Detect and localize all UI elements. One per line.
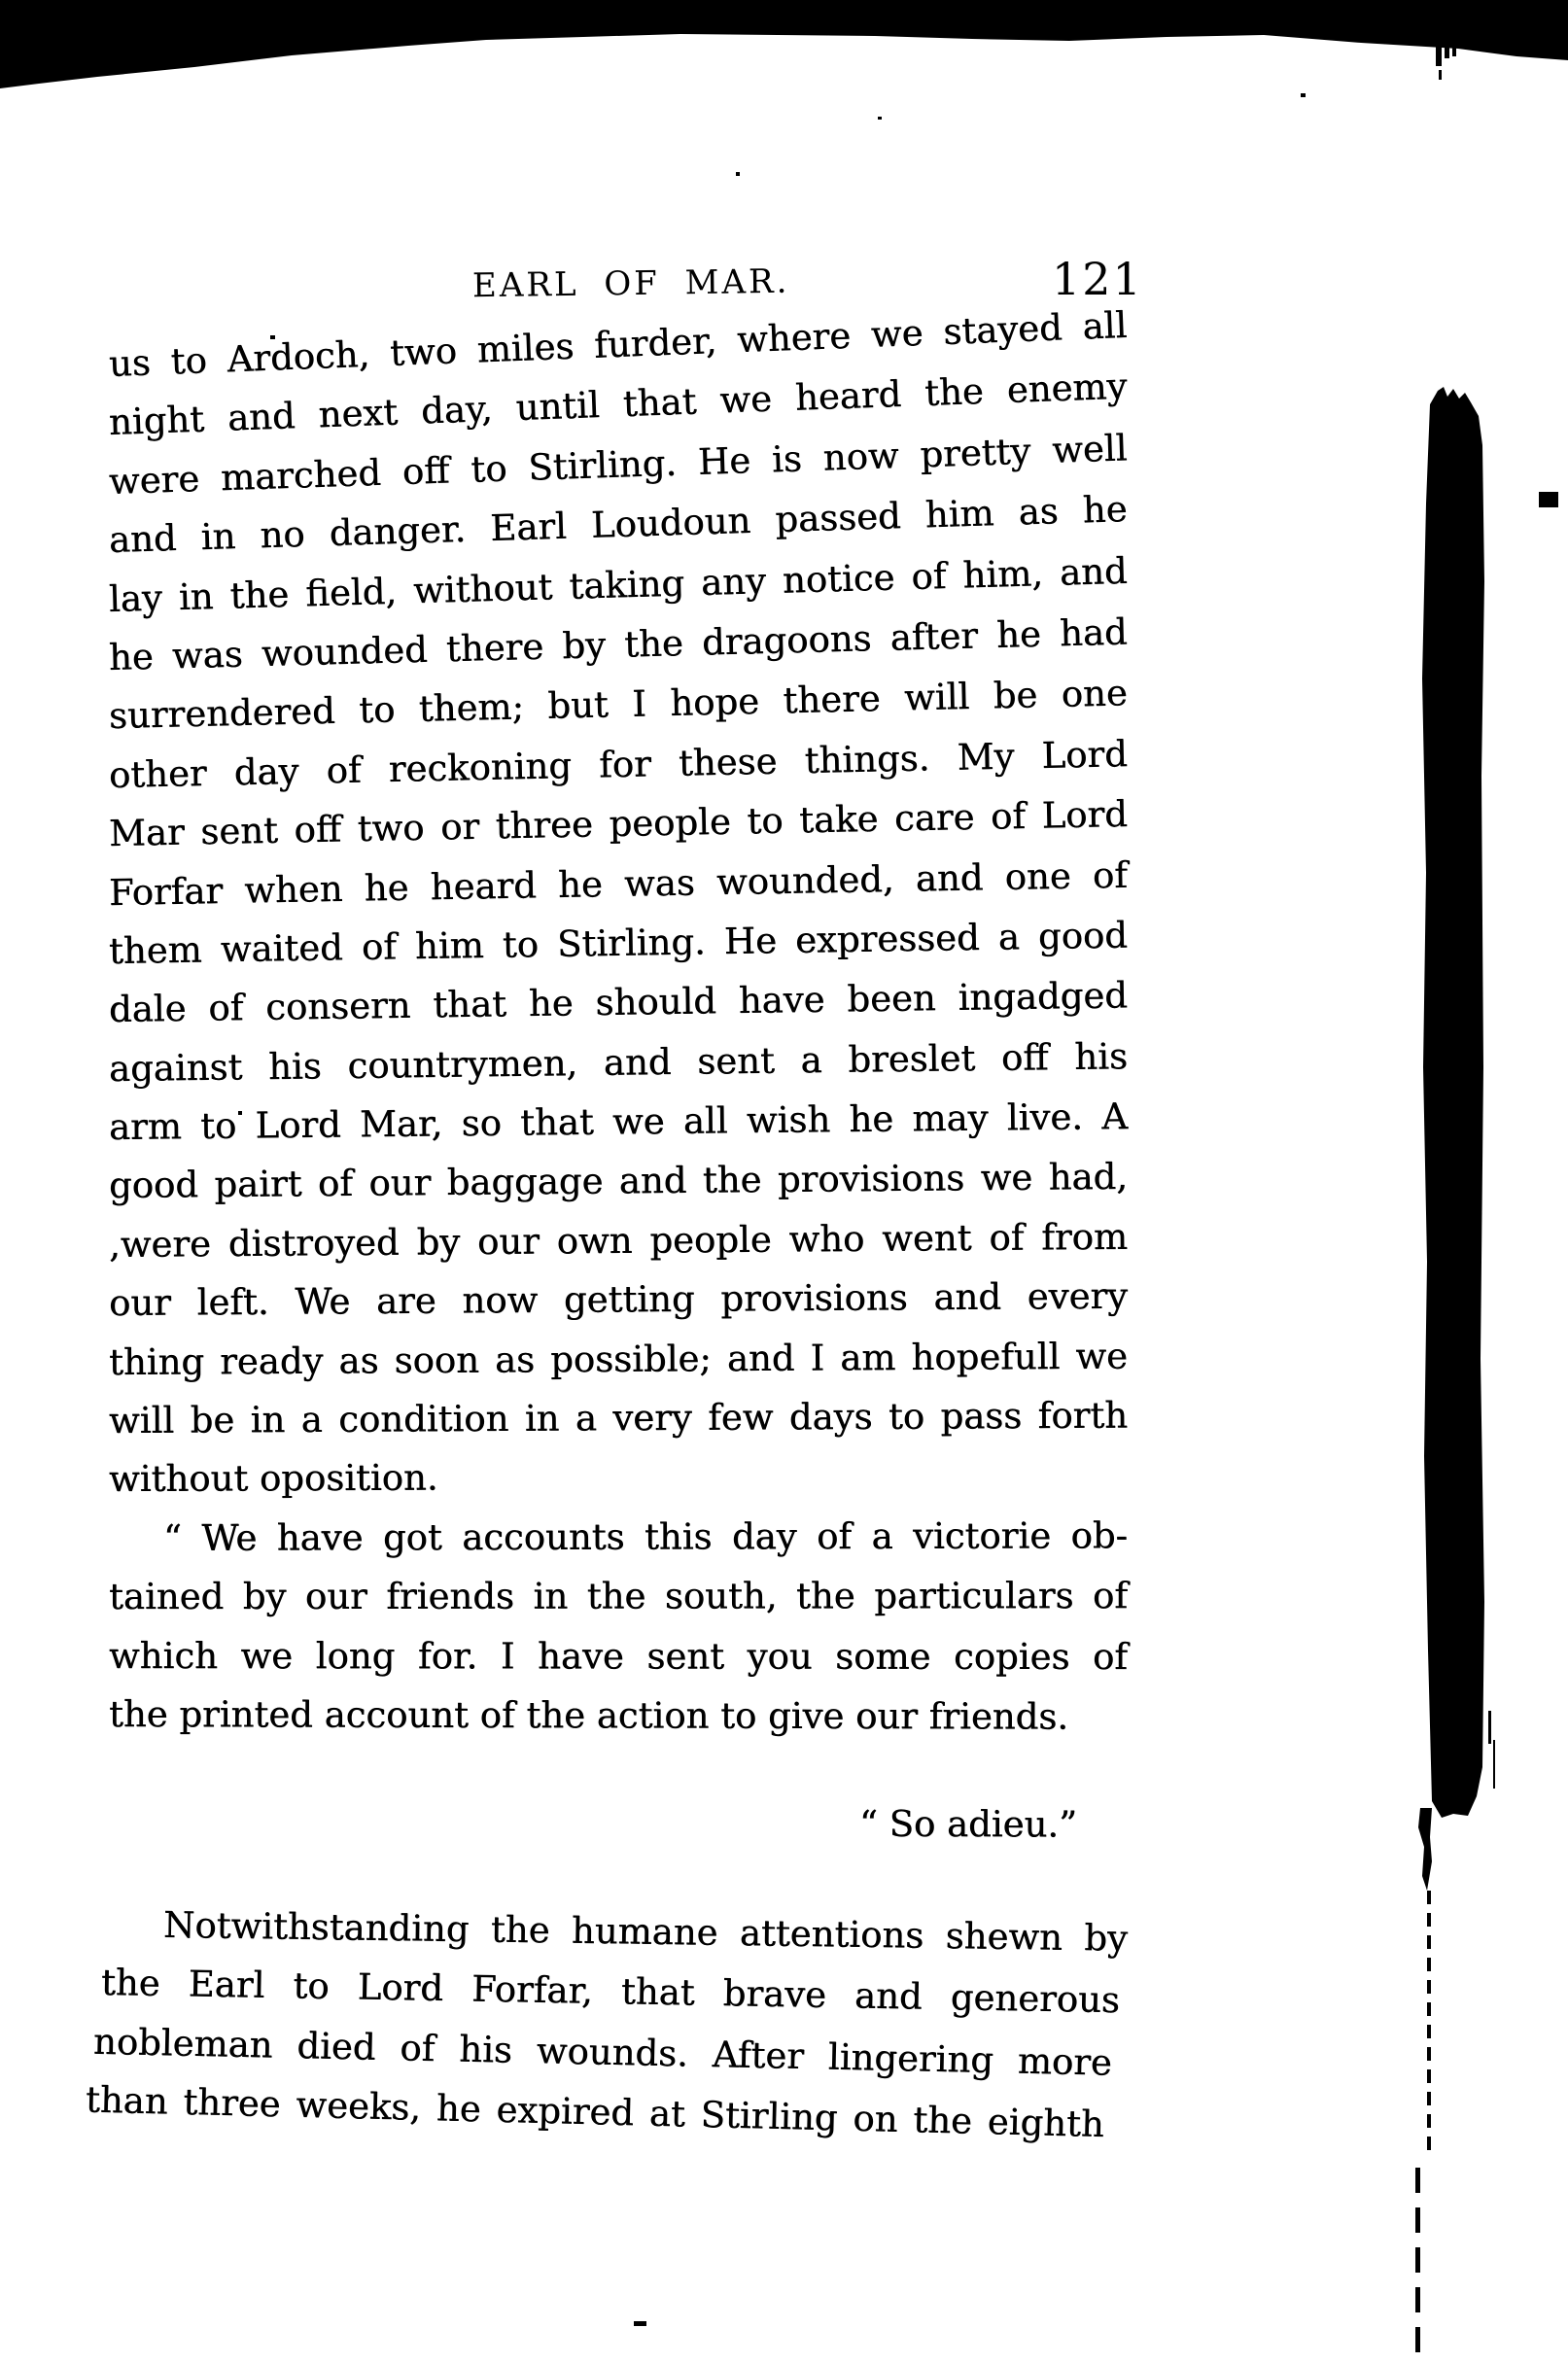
closing-paragraph <box>85 1895 1129 2145</box>
text-line: the printed account of the action to give our friends. <box>108 1692 1069 1738</box>
scan-artifact-streak-dashes <box>1427 1891 1431 2153</box>
text-line: ,were distroyed by our own people who went of from <box>108 1215 1129 1266</box>
text-line: them waited of him to Stirling. He expressed a good <box>108 914 1129 972</box>
text-line: tained by our friends in the south, the particulars of <box>108 1575 1129 1618</box>
text-line: which we long for. I have sent you some copies of <box>108 1634 1129 1678</box>
letter-signoff: “ So adieu.” <box>858 1803 1078 1846</box>
text-line: were marched off to Stirling. He is now pretty well <box>108 427 1129 503</box>
text-line: other day of reckoning for these things. My Lord <box>108 732 1129 796</box>
text-line: against his countrymen, and sent a breslet off his <box>108 1034 1129 1090</box>
text-line: Notwithstanding the humane attentions shewn by <box>162 1903 1129 1960</box>
scan-artifact-streak-tail <box>1418 1808 1434 1891</box>
text-line: than three weeks, he expired at Stirling on the eighth <box>85 2078 1105 2145</box>
text-line: arm to Lord Mar, so that we all wish he may live. A <box>108 1095 1129 1149</box>
text-line: the Earl to Lord Forfar, that brave and generous <box>100 1962 1121 2022</box>
text-line: and in no danger. Earl Loudoun passed him as he <box>108 488 1129 562</box>
text-line: “ We have got accounts this day of a victorie ob- <box>162 1514 1129 1559</box>
text-line: will be in a condition in a very few days to pass forth <box>108 1394 1129 1442</box>
text-line: thing ready as soon as possible; and I am hopefull we <box>108 1335 1129 1383</box>
text-line: us to Ardoch, two miles furder, where we stayed all <box>108 303 1129 385</box>
text-line: Forfar when he heard he was wounded, and one of <box>108 853 1129 914</box>
text-line: Mar sent off two or three people to take care of Lord <box>108 793 1129 855</box>
text-line: good pairt of our baggage and the provisions we had, <box>108 1156 1129 1207</box>
text-line: our left. We are now getting provisions and every <box>108 1274 1129 1325</box>
text-line: surrendered to them; but I hope there will be one <box>108 672 1129 738</box>
scan-artifact-streak-dashes <box>1415 2168 1420 2363</box>
scan-artifact-right-streak <box>1414 387 1488 1821</box>
text-line: without oposition. <box>108 1456 438 1501</box>
text-line: lay in the field, without taking any notice of him, and <box>108 549 1129 620</box>
page-number: 121 <box>1052 253 1143 305</box>
text-line: he was wounded there by the dragoons after he had <box>108 610 1129 678</box>
text-line: night and next day, until that we heard the enemy <box>108 365 1129 444</box>
running-header-title: EARL OF MAR. <box>471 261 790 306</box>
text-line: nobleman died of his wounds. After lingering more <box>92 2020 1113 2084</box>
page-text-block <box>85 303 1129 2145</box>
text-line: dale of consern that he should have been ingadged <box>108 974 1129 1031</box>
scan-artifact-top-band <box>0 0 1568 97</box>
